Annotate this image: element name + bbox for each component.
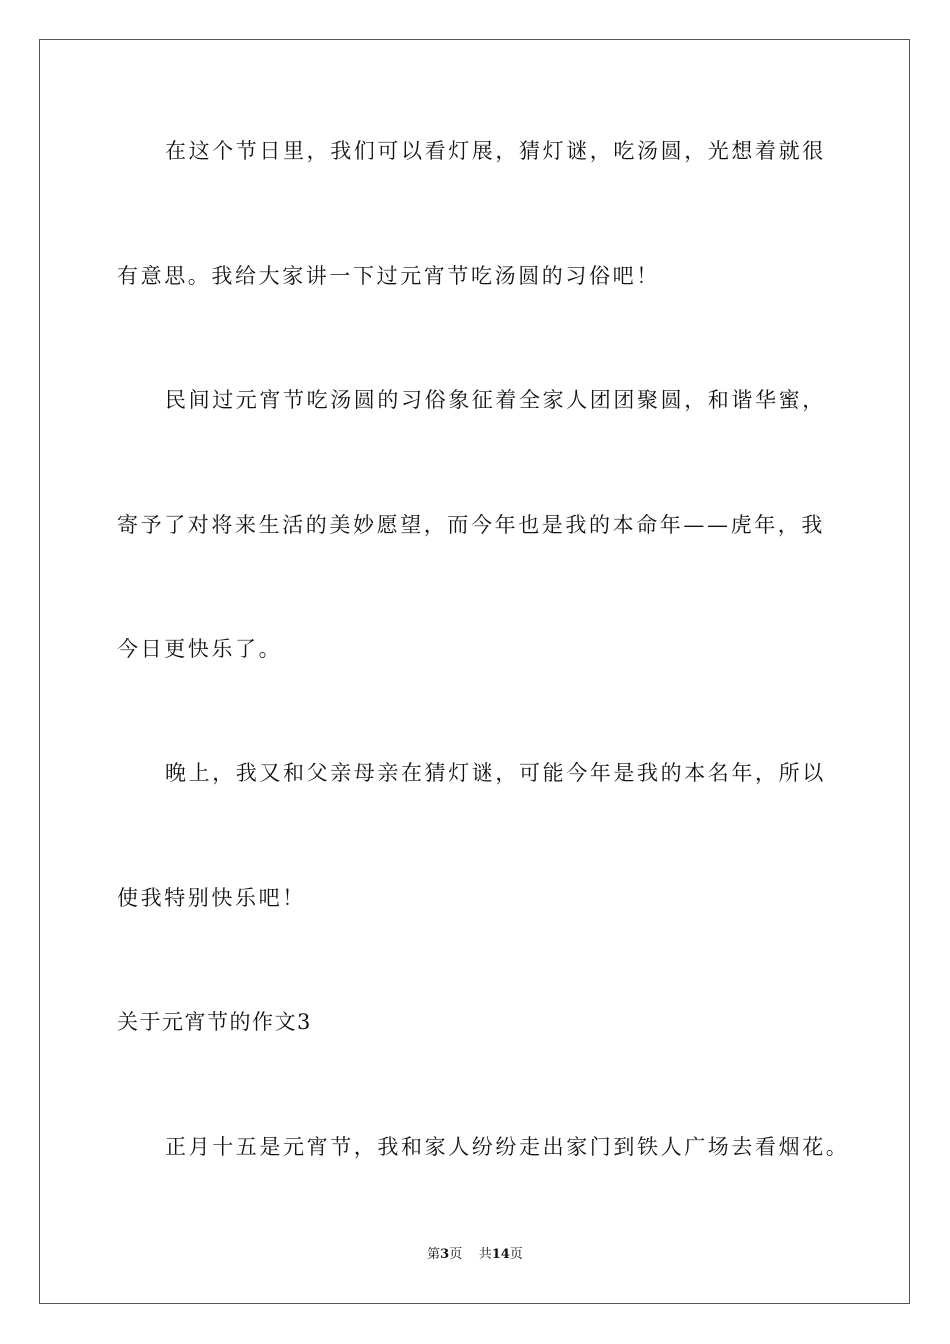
- footer-total-prefix: 共: [478, 1247, 492, 1262]
- footer-page-number: 3: [440, 1247, 450, 1262]
- page-border: [39, 39, 910, 1304]
- section-heading: 关于元宵节的作文3: [117, 1010, 312, 1034]
- paragraph-line-1: 在这个节日里，我们可以看灯展，猜灯谜，吃汤圆，光想着就很: [165, 139, 826, 163]
- paragraph-line-4: 寄予了对将来生活的美妙愿望，而今年也是我的本命年——虎年，我: [117, 513, 825, 537]
- paragraph-line-3: 民间过元宵节吃汤圆的习俗象征着全家人团团聚圆，和谐华蜜，: [165, 388, 826, 412]
- footer-page-suffix: 页: [449, 1247, 463, 1262]
- paragraph-line-8: 正月十五是元宵节，我和家人纷纷走出家门到铁人广场去看烟花。: [165, 1135, 850, 1159]
- paragraph-line-6: 晚上，我又和父亲母亲在猜灯谜，可能今年是我的本名年，所以: [165, 761, 826, 785]
- footer-total-suffix: 页: [509, 1247, 523, 1262]
- paragraph-line-5: 今日更快乐了。: [117, 637, 283, 661]
- paragraph-line-7: 使我特别快乐吧！: [117, 886, 306, 910]
- paragraph-line-2: 有意思。我给大家讲一下过元宵节吃汤圆的习俗吧！: [117, 264, 660, 288]
- page-footer: [0, 1246, 950, 1264]
- footer-page-prefix: 第: [427, 1247, 441, 1262]
- footer-total-pages: 14: [491, 1247, 510, 1262]
